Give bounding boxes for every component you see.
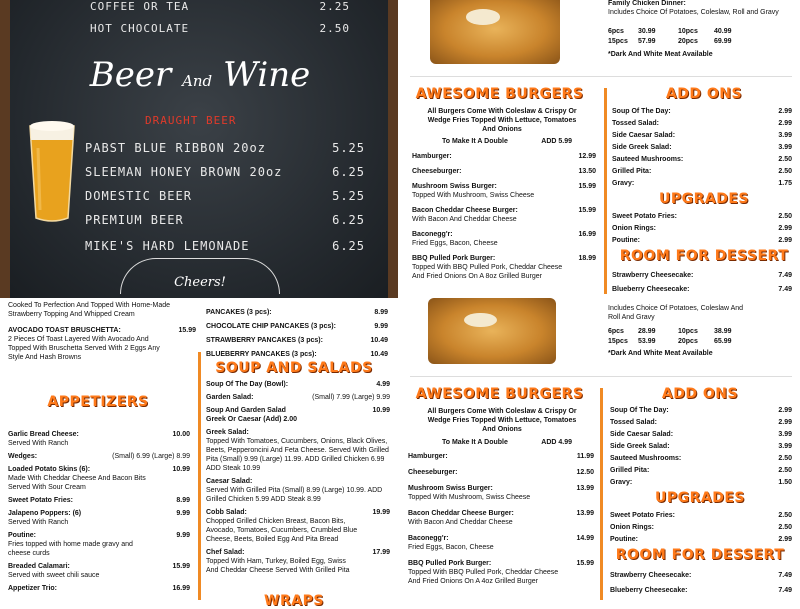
burgers-list xyxy=(412,152,596,285)
list-item xyxy=(412,182,596,200)
item-name: Side Caesar Salad: xyxy=(610,431,674,438)
pieces-row xyxy=(608,37,754,47)
item-name: Bacon Cheddar Cheese Burger: xyxy=(412,207,518,214)
item-desc: Served With Ranch xyxy=(8,519,69,526)
item-price: 2.50 xyxy=(778,168,792,175)
menu-row xyxy=(90,22,350,35)
item-price: 9.99 xyxy=(176,532,190,539)
item-desc: Topped With Mushroom, Swiss Cheese xyxy=(412,192,535,199)
pieces-price: 28.99 xyxy=(638,328,656,335)
item-name: Greek Salad: xyxy=(206,429,249,436)
item-price: 15.99 xyxy=(576,560,594,567)
double-row xyxy=(442,137,572,146)
item-name: Grilled Pita: xyxy=(610,467,650,474)
list-item xyxy=(8,509,190,527)
pieces-label: 15pcs xyxy=(608,38,628,45)
item-name: Soup Of The Day: xyxy=(610,407,669,414)
list-item xyxy=(408,559,594,586)
divider xyxy=(410,76,792,77)
item-price: 1.50 xyxy=(778,479,792,486)
item-price: ADD 5.99 xyxy=(541,138,572,145)
item-desc: Chopped Grilled Chicken Breast, Bacon Bits, Avocado, Tomatoes, Cucumbers, Crumbled Blue Cheese, Beets, Boiled Egg And Pita Bread xyxy=(206,518,358,543)
appetizers-heading: APPETIZERS xyxy=(47,394,149,410)
item-desc: 2 Pieces Of Toast Layered With Avocado And Topped With Bruschetta Served With 2 Eggs Any Style And Hash Browns xyxy=(8,336,160,361)
item-price: 2.50 xyxy=(778,455,792,462)
list-item xyxy=(206,548,390,575)
item-price: 7.49 xyxy=(778,272,792,279)
item-price: 3.99 xyxy=(778,144,792,151)
item-name: Side Caesar Salad: xyxy=(612,132,676,139)
pieces-price: 40.99 xyxy=(714,28,732,35)
item-name: Hamburger: xyxy=(412,153,452,160)
item-name: STRAWBERRY PANCAKES (3 pcs): xyxy=(206,337,323,344)
beer-name: PREMIUM BEER xyxy=(85,213,184,227)
item-name: AVOCADO TOAST BRUSCHETTA: xyxy=(8,327,121,334)
item-price: 3.99 xyxy=(778,431,792,438)
item-desc: Topped With Tomatoes, Cucumbers, Onions, Black Olives, Beets, Pepperoncini And Feta Cheese. Served With Grilled Pita (Small) 9.99 (Large) 11.99. ADD Grilled Chicken 6.99 ADD Steak 10.99 xyxy=(206,438,389,472)
item-desc: Served With Ranch xyxy=(8,440,69,447)
item-price: 7.49 xyxy=(778,572,792,579)
beer-row xyxy=(85,165,365,179)
beer-price: 6.25 xyxy=(332,239,365,253)
item-desc: Topped With BBQ Pulled Pork, Cheddar Cheese And Fried Onions On A 4oz Grilled Burger xyxy=(408,569,559,585)
item-price: 2.99 xyxy=(778,108,792,115)
item-name: Blueberry Cheesecake: xyxy=(612,286,690,293)
item-name: To Make It A Double xyxy=(442,138,508,145)
item-price: 3.99 xyxy=(778,443,792,450)
item-name: Tossed Salad: xyxy=(612,120,659,127)
addons-heading: ADD ONS xyxy=(661,386,739,402)
item-name: Jalapeno Poppers: (6) xyxy=(8,510,82,517)
item-price: 12.99 xyxy=(578,153,596,160)
beer-and-wine-title xyxy=(80,55,320,95)
item-price: 2.50 xyxy=(778,467,792,474)
item-name: Sweet Potato Fries: xyxy=(612,213,677,220)
item-name: Onion Rings: xyxy=(610,524,654,531)
item-name: Tossed Salad: xyxy=(610,419,657,426)
item-name: Soup Of The Day: xyxy=(612,108,671,115)
item-price: 7.49 xyxy=(778,286,792,293)
item-desc: Topped With Ham, Turkey, Boiled Egg, Swiss And Cheddar Cheese Served With Grilled Pita xyxy=(206,558,350,574)
dessert-list xyxy=(610,571,792,595)
pieces-price: 57.99 xyxy=(638,38,656,45)
item-name: Onion Rings: xyxy=(612,225,656,232)
dessert-list xyxy=(612,271,792,294)
item-name: Gravy: xyxy=(612,180,635,187)
item-desc: Greek Or Caesar (Add) 2.00 xyxy=(206,416,298,423)
item-price: 4.99 xyxy=(376,381,390,388)
item-desc: With Bacon And Cheddar Cheese xyxy=(412,216,517,223)
item-name: Soup And Garden Salad xyxy=(206,407,286,414)
pancakes-list xyxy=(206,308,388,359)
beer-name: MIKE'S HARD LEMONADE xyxy=(85,239,250,253)
chicken-fries-photo xyxy=(428,298,556,364)
item-name: Bacon Cheddar Cheese Burger: xyxy=(408,510,514,517)
wraps-heading: WRAPS xyxy=(264,593,324,609)
pieces-price-grid xyxy=(608,327,754,347)
pieces-row xyxy=(608,327,754,337)
item-name: Wedges: xyxy=(8,453,38,460)
meat-note: *Dark And White Meat Available xyxy=(608,51,713,58)
title-word: Beer xyxy=(89,55,172,95)
item-desc: Topped With BBQ Pulled Pork, Cheddar Cheese And Fried Onions On A 8oz Grilled Burger xyxy=(412,264,563,280)
item-price: 2.99 xyxy=(778,419,792,426)
list-item xyxy=(412,152,596,161)
list-item xyxy=(8,562,190,580)
item-name: Mushroom Swiss Burger: xyxy=(412,183,497,190)
item-price: 12.50 xyxy=(576,469,594,476)
item-desc: Served With Grilled Pita (Small) 8.99 (Large) 10.99. ADD Grilled Chicken 5.99 ADD Steak 8.99 xyxy=(206,487,383,503)
list-item xyxy=(412,254,596,281)
double-row xyxy=(442,438,572,447)
list-item xyxy=(408,509,594,527)
item-name: Sauteed Mushrooms: xyxy=(610,455,682,462)
beer-glass-icon xyxy=(22,118,82,228)
item-price: 16.99 xyxy=(578,231,596,238)
item-name: Garlic Bread Cheese: xyxy=(8,431,79,438)
item-desc: Includes Choice Of Potatoes, Coleslaw And Roll And Gravy xyxy=(608,305,744,321)
list-item xyxy=(412,230,596,248)
section-subtitle: DRAUGHT BEER xyxy=(145,114,237,127)
pieces-price: 30.99 xyxy=(638,28,656,35)
item-desc: Cooked To Perfection And Topped With Home-Made Strawberry Topping And Whipped Cream xyxy=(8,302,171,318)
item-desc: Topped With Mushroom, Swiss Cheese xyxy=(408,494,531,501)
item-name: Hamburger: xyxy=(408,453,448,460)
menu-panel-bottom-right xyxy=(402,302,800,600)
pieces-price: 53.99 xyxy=(638,338,656,345)
family-dinner xyxy=(608,0,788,17)
item-name: Breaded Calamari: xyxy=(8,563,70,570)
item-desc: Fried Eggs, Bacon, Cheese xyxy=(408,544,494,551)
item-name: Cobb Salad: xyxy=(206,509,247,516)
item-desc: Made With Cheddar Cheese And Bacon Bits Served With Sour Cream xyxy=(8,475,146,491)
pieces-label: 20pcs xyxy=(678,38,698,45)
item-name: Poutine: xyxy=(612,237,640,244)
list-item xyxy=(8,584,190,593)
item-price: 9.99 xyxy=(176,510,190,517)
item-price: 2.99 xyxy=(778,536,792,543)
item-name: Strawberry Cheesecake: xyxy=(610,572,692,579)
item-price: 2.25 xyxy=(319,0,350,13)
pieces-row xyxy=(608,27,754,37)
item-name: BBQ Pulled Pork Burger: xyxy=(412,255,496,262)
item-name: Appetizer Trio: xyxy=(8,585,58,592)
list-item xyxy=(408,452,594,461)
item-name: PANCAKES (3 pcs): xyxy=(206,309,272,316)
item-price: 10.49 xyxy=(370,351,388,358)
item-name: Baconegg'r: xyxy=(412,231,453,238)
upgrades-list xyxy=(610,511,792,544)
divider xyxy=(410,376,792,377)
item-name: Caesar Salad: xyxy=(206,478,253,485)
soup-salads-heading: SOUP AND SALADS xyxy=(215,360,373,376)
pieces-price: 65.99 xyxy=(714,338,732,345)
item-price: 2.50 xyxy=(319,22,350,35)
chalkboard-panel xyxy=(0,0,398,298)
item-price: 11.99 xyxy=(576,453,594,460)
list-item xyxy=(8,496,190,505)
burgers-list xyxy=(408,452,594,590)
item-price: 8.99 xyxy=(176,497,190,504)
pieces-label: 15pcs xyxy=(608,338,628,345)
bruschetta xyxy=(8,326,196,362)
item-price: 2.50 xyxy=(778,524,792,531)
upgrades-list xyxy=(612,212,792,245)
pieces-label: 10pcs xyxy=(678,328,698,335)
cheers-text: Cheers! xyxy=(174,275,226,290)
item-price: ADD 4.99 xyxy=(541,439,572,446)
list-item xyxy=(8,430,190,448)
item-price: 19.99 xyxy=(372,509,390,516)
list-item xyxy=(206,393,390,402)
item-price: 2.99 xyxy=(778,120,792,127)
addons-heading: ADD ONS xyxy=(665,86,743,102)
item-price: 2.50 xyxy=(778,512,792,519)
title-word: And xyxy=(182,72,213,90)
item-desc: Served with sweet chili sauce xyxy=(8,572,100,579)
list-item xyxy=(206,477,390,504)
burgers-note: All Burgers Come With Coleslaw & Crispy Or Wedge Fries Topped With Lettuce, Tomatoes And Onions xyxy=(427,408,577,433)
beer-price: 6.25 xyxy=(332,165,365,179)
list-item xyxy=(408,468,594,477)
pieces-label: 20pcs xyxy=(678,338,698,345)
pieces-price: 38.99 xyxy=(714,328,732,335)
item-name: Loaded Potato Skins (6): xyxy=(8,466,91,473)
beer-price: 5.25 xyxy=(332,189,365,203)
pieces-label: 10pcs xyxy=(678,28,698,35)
item-price: 10.49 xyxy=(370,337,388,344)
item-name: Gravy: xyxy=(610,479,633,486)
beer-row xyxy=(85,213,365,227)
dessert-heading: ROOM FOR DESSERT xyxy=(615,547,785,563)
column-divider xyxy=(604,88,607,294)
item-price: 13.99 xyxy=(576,510,594,517)
item-price: 2.99 xyxy=(778,237,792,244)
salads-list xyxy=(206,380,390,579)
item-name: Strawberry Cheesecake: xyxy=(612,272,694,279)
item-name: Chef Salad: xyxy=(206,549,245,556)
item-desc: Includes Choice Of Potatoes, Coleslaw, Roll and Gravy xyxy=(608,9,779,16)
pieces-label: 6pcs xyxy=(608,28,624,35)
beer-name: PABST BLUE RIBBON 20oz xyxy=(85,141,266,155)
menu-panel-top-right xyxy=(402,0,800,298)
item-price: 2.50 xyxy=(778,156,792,163)
item-price: 2.99 xyxy=(778,225,792,232)
item-price: 16.99 xyxy=(172,585,190,592)
item-price: (Small) 6.99 (Large) 8.99 xyxy=(112,453,190,460)
list-item xyxy=(8,531,190,558)
item-price: 9.99 xyxy=(374,323,388,330)
item-price: 17.99 xyxy=(372,549,390,556)
list-item xyxy=(412,167,596,176)
burgers-heading: AWESOME BURGERS xyxy=(415,86,584,102)
item-price: 8.99 xyxy=(374,309,388,316)
item-name: To Make It A Double xyxy=(442,439,508,446)
beer-row xyxy=(85,239,365,253)
beer-row xyxy=(85,189,365,203)
item-name: Sauteed Mushrooms: xyxy=(612,156,684,163)
item-price: 2.99 xyxy=(778,407,792,414)
beer-name: SLEEMAN HONEY BROWN 20oz xyxy=(85,165,283,179)
pieces-price: 69.99 xyxy=(714,38,732,45)
item-name: Garden Salad: xyxy=(206,394,254,401)
item-price: 15.99 xyxy=(578,183,596,190)
item-name: Mushroom Swiss Burger: xyxy=(408,485,493,492)
item-name: BBQ Pulled Pork Burger: xyxy=(408,560,492,567)
item-price: 13.99 xyxy=(576,485,594,492)
item-name: Poutine: xyxy=(8,532,36,539)
item-name: Sweet Potato Fries: xyxy=(610,512,675,519)
item-name: CHOCOLATE CHIP PANCAKES (3 pcs): xyxy=(206,323,336,330)
item-name: Side Greek Salad: xyxy=(610,443,670,450)
addons-list xyxy=(612,107,792,188)
cheers-banner xyxy=(120,258,280,294)
burgers-note: All Burgers Come With Coleslaw & Crispy Or Wedge Fries Topped With Lettuce, Tomatoes And Onions xyxy=(427,108,577,133)
title-word: Wine xyxy=(222,55,311,95)
beer-name: DOMESTIC BEER xyxy=(85,189,192,203)
item-price: (Small) 7.99 (Large) 9.99 xyxy=(312,394,390,401)
item-price: 15.99 xyxy=(578,207,596,214)
item-desc: Fries topped with home made gravy and cheese curds xyxy=(8,541,133,557)
upgrades-heading: UPGRADES xyxy=(654,490,745,506)
item-price: 10.99 xyxy=(372,407,390,414)
item-price: 18.99 xyxy=(578,255,596,262)
list-item xyxy=(408,534,594,552)
item-name: Grilled Pita: xyxy=(612,168,652,175)
appetizers-list xyxy=(8,430,190,597)
item-name: Cheeseburger: xyxy=(412,168,462,175)
family-dinner xyxy=(608,304,748,322)
column-divider xyxy=(198,352,201,600)
item-price: 10.00 xyxy=(172,431,190,438)
beer-price: 6.25 xyxy=(332,213,365,227)
pieces-label: 6pcs xyxy=(608,328,624,335)
item-name: HOT CHOCOLATE xyxy=(90,22,190,35)
item-name: Sweet Potato Fries: xyxy=(8,497,73,504)
list-item xyxy=(206,428,390,473)
column-divider xyxy=(600,388,603,600)
item-desc: Fried Eggs, Bacon, Cheese xyxy=(412,240,498,247)
item-name: BLUEBERRY PANCAKES (3 pcs): xyxy=(206,351,317,358)
item-name: COFFEE OR TEA xyxy=(90,0,190,13)
item-price: 15.99 xyxy=(172,563,190,570)
item-name: Cheeseburger: xyxy=(408,469,458,476)
list-item xyxy=(412,206,596,224)
beer-price: 5.25 xyxy=(332,141,365,155)
item-price: 14.99 xyxy=(576,535,594,542)
list-item xyxy=(206,406,390,424)
item-name: Side Greek Salad: xyxy=(612,144,672,151)
item-price: 2.50 xyxy=(778,213,792,220)
menu-row xyxy=(90,0,350,13)
list-item xyxy=(408,484,594,502)
chalkboard xyxy=(10,0,388,298)
item-name: Family Chicken Dinner: xyxy=(608,0,686,7)
item-name: Poutine: xyxy=(610,536,638,543)
item-price: 7.49 xyxy=(778,587,792,594)
item-price: 1.75 xyxy=(778,180,792,187)
item-name: Baconegg'r: xyxy=(408,535,449,542)
item-price: 13.50 xyxy=(578,168,596,175)
chicken-fries-photo xyxy=(430,0,560,64)
item-name: Blueberry Cheesecake: xyxy=(610,587,688,594)
item-name: Soup Of The Day (Bowl): xyxy=(206,381,289,388)
item-price: 10.99 xyxy=(172,466,190,473)
beer-row xyxy=(85,141,365,155)
burgers-heading: AWESOME BURGERS xyxy=(415,386,584,402)
addons-list xyxy=(610,406,792,487)
item-price: 15.99 xyxy=(178,327,196,334)
list-item xyxy=(206,380,390,389)
pieces-row xyxy=(608,337,754,347)
list-item xyxy=(206,508,390,544)
upgrades-heading: UPGRADES xyxy=(658,191,749,207)
list-item xyxy=(8,465,190,492)
item-desc: With Bacon And Cheddar Cheese xyxy=(408,519,513,526)
list-item xyxy=(8,452,190,461)
menu-panel-bottom-left xyxy=(0,302,398,609)
dessert-heading: ROOM FOR DESSERT xyxy=(619,248,789,264)
meat-note: *Dark And White Meat Available xyxy=(608,350,713,357)
pancake-intro xyxy=(8,301,198,319)
pieces-price-grid xyxy=(608,27,754,47)
item-price: 3.99 xyxy=(778,132,792,139)
